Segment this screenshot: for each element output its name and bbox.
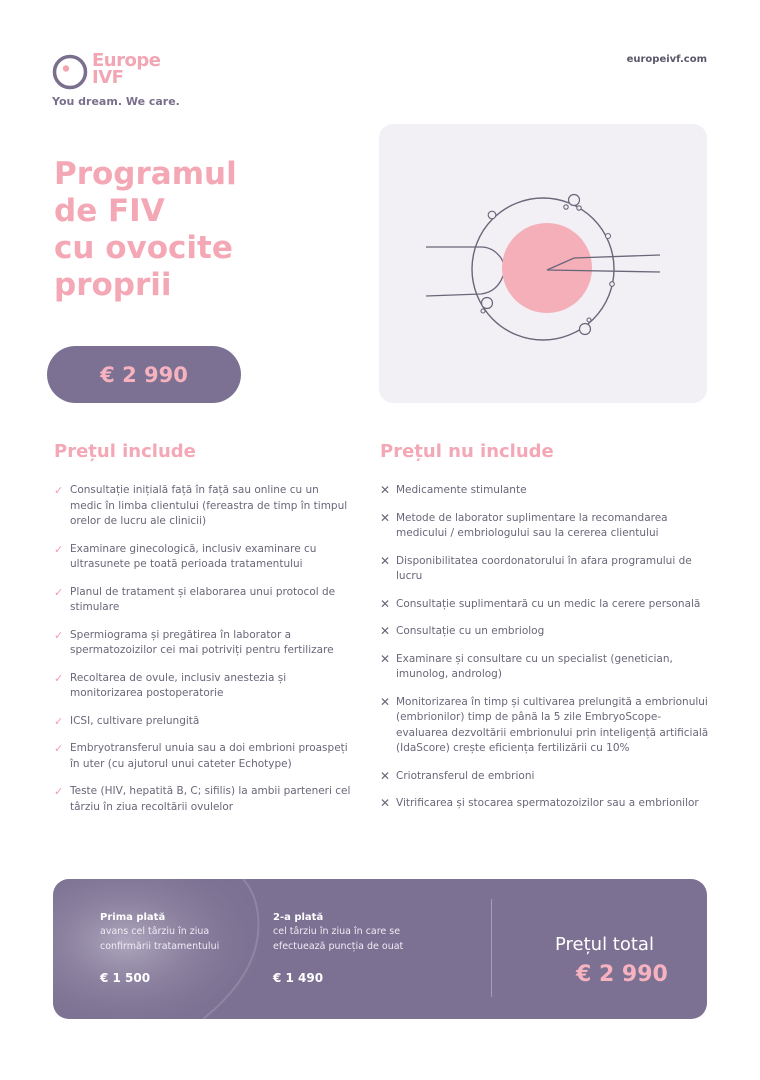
second-payment-desc: efectuează puncția de ouat xyxy=(273,940,404,952)
item-text: Embryotransferul unuia sau a doi embrioni proaspeți în uter (cu ajutorul unui cateter Echotype) xyxy=(70,742,348,770)
list-item xyxy=(54,628,354,659)
list-item xyxy=(380,769,710,785)
includes-list xyxy=(54,483,354,827)
check-icon: ✓ xyxy=(54,484,64,497)
list-item xyxy=(54,585,354,616)
item-text: Metode de laborator suplimentare la recomandarea medicului / embriologului sau la cererea clientului xyxy=(396,511,668,539)
includes-heading: Prețul include xyxy=(54,441,196,462)
cross-icon: ✕ xyxy=(380,624,391,638)
item-text: ICSI, cultivare prelungită xyxy=(70,714,200,727)
list-item xyxy=(54,784,354,815)
check-icon: ✓ xyxy=(54,542,64,556)
payment-panel xyxy=(53,879,707,1019)
second-payment-title: 2-a plată xyxy=(273,912,324,923)
list-item xyxy=(54,542,354,573)
list-item xyxy=(380,554,710,585)
check-icon: ✓ xyxy=(54,628,64,642)
cross-icon: ✕ xyxy=(380,768,391,783)
cross-icon: ✕ xyxy=(380,483,391,497)
list-item xyxy=(380,597,710,613)
list-item xyxy=(380,695,710,757)
item-text: Disponibilitatea coordonatorului în afara programului de lucru xyxy=(396,554,692,582)
item-text: Monitorizarea în timp și cultivarea prelungită a embrionului (embrionilor) timp de până la 5 zile EmbryoScope- evaluarea dezvoltării embrionului prin inteligență artificială (IdaScore) crește eficiența fertilizării cu 10% xyxy=(396,695,709,754)
list-item xyxy=(380,796,710,812)
price-badge: € 2 990 xyxy=(47,346,241,403)
cross-icon: ✕ xyxy=(380,553,391,568)
list-item xyxy=(54,483,354,530)
item-text: Criotransferul de embrioni xyxy=(396,769,535,782)
total-price-label: Prețul total xyxy=(555,934,654,955)
item-text: Spermiograma și pregătirea în laborator a spermatozoizilor cei mai potriviți pentru fertilizare xyxy=(70,628,334,656)
excludes-heading: Prețul nu include xyxy=(380,441,554,462)
first-payment-desc: confirmării tratamentului xyxy=(100,940,220,952)
check-icon: ✓ xyxy=(54,585,64,599)
cross-icon: ✕ xyxy=(380,694,391,709)
second-payment-desc: cel târziu în ziua în care se xyxy=(273,926,401,937)
check-icon: ✓ xyxy=(54,671,64,685)
list-item xyxy=(54,741,354,772)
check-icon: ✓ xyxy=(54,714,64,728)
cross-icon: ✕ xyxy=(380,796,391,810)
brand-name-line1: Europe xyxy=(92,50,161,71)
first-payment-title: Prima plată xyxy=(100,912,166,923)
brand-name-line2: IVF xyxy=(92,67,124,88)
list-item xyxy=(54,671,354,702)
site-url[interactable]: europeivf.com xyxy=(626,54,707,65)
first-payment xyxy=(100,911,270,954)
check-icon: ✓ xyxy=(54,785,64,798)
list-item xyxy=(380,483,710,499)
list-item xyxy=(380,511,710,542)
list-item xyxy=(54,714,354,730)
item-text: Consultație cu un embriolog xyxy=(396,625,545,637)
item-text: Recoltarea de ovule, inclusiv anestezia și monitorizarea postoperatorie xyxy=(70,671,287,699)
item-text: Consultație inițială față în față sau online cu un medic în limba clientului (fereastra de timp în timpul orelor de lucru ale clinicii) xyxy=(70,484,348,527)
cross-icon: ✕ xyxy=(380,651,391,666)
item-text: Vitrificarea și stocarea spermatozoizilor sau a embrionilor xyxy=(396,797,699,809)
item-text: Consultație suplimentară cu un medic la cerere personală xyxy=(396,597,701,610)
excludes-list xyxy=(380,483,710,824)
title-line: proprii xyxy=(54,267,172,303)
first-payment-desc: avans cel târziu în ziua xyxy=(100,926,210,937)
second-payment-amount: € 1 490 xyxy=(273,971,324,985)
first-payment-amount: € 1 500 xyxy=(100,971,151,985)
divider xyxy=(491,899,492,997)
item-text: Planul de tratament și elaborarea unui protocol de stimulare xyxy=(70,585,336,613)
list-item xyxy=(380,624,710,640)
total-price-value: € 2 990 xyxy=(576,962,668,987)
icsi-egg-illustration xyxy=(379,124,707,403)
program-title xyxy=(54,156,354,304)
item-text: Examinare ginecologică, inclusiv examinare cu ultrasunete pe toată perioada tratamentului xyxy=(70,542,317,570)
cross-icon: ✕ xyxy=(380,596,391,611)
ring-logo-icon xyxy=(52,54,88,90)
brand-name xyxy=(92,52,192,86)
second-payment xyxy=(273,911,453,954)
item-text: Teste (HIV, hepatită B, C; sifilis) la ambii parteneri cel târziu în ziua recoltării ovulelor xyxy=(70,785,351,813)
list-item xyxy=(380,652,710,683)
item-text: Examinare și consultare cu un specialist (genetician, imunolog, androlog) xyxy=(396,652,673,680)
check-icon: ✓ xyxy=(54,742,64,755)
title-line: Programul xyxy=(54,156,237,192)
title-line: cu ovocite xyxy=(54,230,233,266)
item-text: Medicamente stimulante xyxy=(396,484,527,496)
brand-tagline: You dream. We care. xyxy=(52,95,180,108)
title-line: de FIV xyxy=(54,193,165,229)
cross-icon: ✕ xyxy=(380,510,391,525)
icsi-illustration-panel xyxy=(379,124,707,403)
